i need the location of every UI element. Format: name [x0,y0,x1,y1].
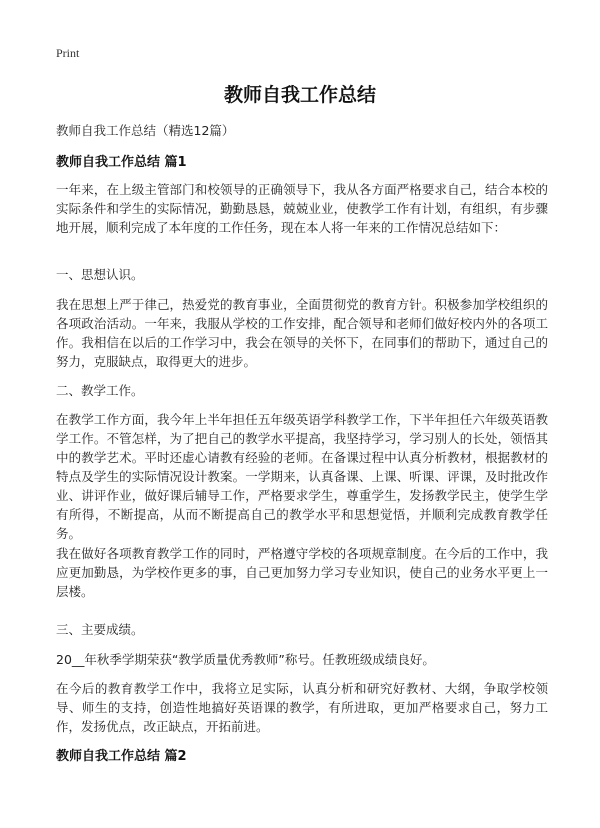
section-2-body-2: 我在做好各项教育教学工作的同时，严格遵守学校的各项规章制度。在今后的工作中，我应更加勤恳，为学校作更多的事，自己更加努力学习专业知识，使自己的业务水平更上一层楼。 [56,546,548,599]
print-label: Print [56,46,80,60]
section-2-title: 二、教学工作。 [56,383,144,398]
article-1-heading: 教师自我工作总结 篇1 [56,155,187,170]
section-3-body: 20__年秋季学期荣获“教学质量优秀教师”称号。任教班级成绩良好。 [56,652,435,667]
article-2-heading: 教师自我工作总结 篇2 [56,749,187,764]
page-title: 教师自我工作总结 [223,84,376,106]
section-2-body-1: 在教学工作方面，我今年上半年担任五年级英语学科教学工作，下半年担任六年级英语教学工作。不管怎样，为了把自己的教学水平提高，我坚持学习，学习别人的长处，领悟其中的教学艺术。平时还虚心请教有经验的老师。在备课过程中认真分析教材，根据教材的特点及学生的实际情况设计教案。一学期来，认真备课、上课、听课、评课，及时批改作业、讲评作业，做好课后辅导工作，严格要求学生，尊重学生，发扬教学民主，使学生学有所得，不断提高，从而不断提高自己的教学水平和思想觉悟，并顺利完成教育教学任务。 [56,412,548,541]
section-1-title: 一、思想认识。 [56,267,144,282]
section-1-body: 我在思想上严于律己，热爱党的教育事业，全面贯彻党的教育方针。积极参加学校组织的各项政治活动。一年来，我服从学校的工作安排，配合领导和老师们做好校内外的各项工作。我相信在以后的工作学习中，我会在领导的关怀下，在同事们的帮助下，通过自己的努力，克服缺点，取得更大的进步。 [56,297,548,369]
article-1-intro: 一年来，在上级主管部门和校领导的正确领导下，我从各方面严格要求自己，结合本校的实际条件和学生的实际情况，勤勤恳恳，兢兢业业，使教学工作有计划，有组织，有步骤地开展，顺利完成了本年度的工作任务，现在本人将一年来的工作情况总结如下： [56,182,548,235]
section-3-title: 三、主要成绩。 [56,622,144,637]
closing-paragraph: 在今后的教育教学工作中，我将立足实际，认真分析和研究好教材、大纲，争取学校领导、师生的支持，创造性地搞好英语课的教学，有所进取，更加严格要求自己，努力工作，发扬优点，改正缺点，开拓前进。 [56,681,548,734]
document-subtitle: 教师自我工作总结（精选12篇） [56,123,235,138]
